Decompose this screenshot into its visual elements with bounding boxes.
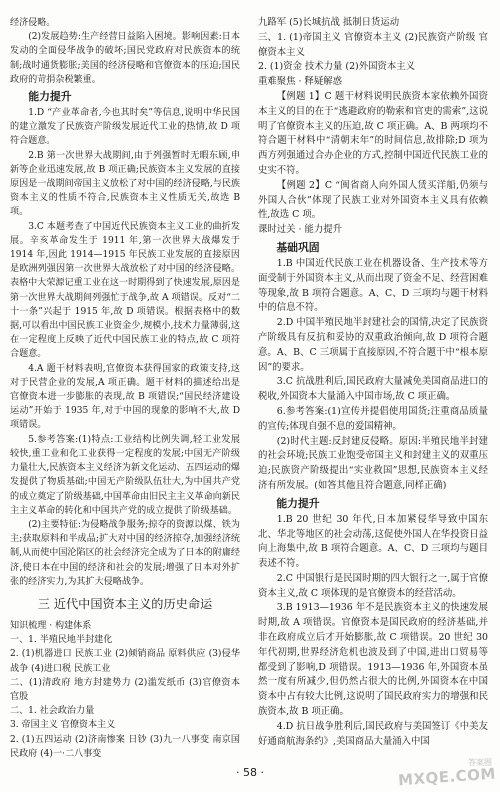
answer-5b: (2)主要特征:为侵略战争服务;掠夺的资源以煤、铁为主;获取原料和半成品;扩大对中国的经济掠夺,加强经济统制,从而使中国沦陷区的社会经济完全成为了日本的附庸经济,使日本在中国的经济和社会的发展;增强了日本对外扩张的经济实力,为其扩大侵略战争。 bbox=[10, 519, 240, 587]
answer-4: 4.A 题干材料表明,官僚资本获得国家的政策支持,这对于民营企业的发展,A 项正确。题干材料的描述给出是官僚资本进一步膨胀的表现,故 B 项错误;“国民经济建设运动”开始于 1935 年,对于中国的现象的影响不大,故 D 项错误。 bbox=[10, 363, 240, 431]
right-column bbox=[258, 16, 488, 749]
knowledge-line: 一、1. 半殖民地半封建化 bbox=[10, 635, 113, 646]
answer-5: 5.参考答案:(1)特点:工业结构比例失调,轻工业发展较快,重工业和化工业获得一定程度的发展;中国无产阶级力量壮大,民族资本主义经济为新文化运动、五四运动的爆发提供了物质基础;中国无产阶级队伍壮大,为中国共产党的成立奠定了阶级基础,中国革命由旧民主主义革命向新民主主义革命的转化和中国共产党的成立提供了阶级基础。 bbox=[10, 434, 240, 516]
section-title: 三 近代中国资本主义的历史命运 bbox=[37, 596, 213, 611]
para: (2)发展趋势:生产经营日益陷入困境。影响因素:日本发动的全面侵华战争的破坏;国民党政府对民族资本的统制;战时通货膨胀;美国的经济侵略和官僚资本的压迫;国民政府的苛捐杂税繁重。 bbox=[10, 32, 240, 85]
para: 经济侵略。 bbox=[10, 18, 56, 28]
knowledge-line: 3. 帝国主义 官僚资本主义 bbox=[10, 720, 116, 731]
after-class-heading: 课时过关 · 能力提升 bbox=[258, 224, 342, 236]
knowledge-line: 2. (1)机器进口 民族工业 (2)倾销商品 原料供应 (3)侵华战争 (4)进口税 民族工业 bbox=[10, 649, 240, 674]
answer-1: 1.D “产业革命者,今也其时矣”等信息,说明中华民国的建立激发了民族资产阶级发展近代工业的热情,故 D 项符合题意。 bbox=[10, 108, 240, 147]
answer-2: 2.B 第一次世界大战期间,由于列强暂时无暇东顾,申新等企业迅速发展,故 B 项正确;民族资本主义发展的直接原因是一战期间帝国主义放松了对中国的经济侵略,与民族资本主义的性质不符合,民族资本主义性质无关,故选 B 项。 bbox=[10, 150, 240, 218]
answer-3: 3.C 本题考查了中国近代民族资本主义工业的曲折发展。辛亥革命发生于 1911 年,第一次世界大战爆发于 1914 年,因此 1914—1915 年民族工业发展的直接原因是欧洲列强因第一次世界大战放松了对中国的经济侵略。表格中大荣源记重工业在这一时期得到了快速发展,原因是第一次世界大战期间列强忙于战争,故 A 项错误。反对“二十一条”兴起于 1915 年,故 D 项错误。根据表格中的数据,可以看出中国民族工业资金少,规模小,技术力量薄弱,这在一定程度上反映了近代中国民族工业的特点,故 C 项符合题意。 bbox=[10, 221, 240, 360]
extend-2: 2.C 中国银行是民国时期的四大银行之一,属于官僚资本主义,故 C 项体现的是官僚资本的经营活动。 bbox=[258, 572, 488, 599]
page-number: · 58 · bbox=[236, 766, 264, 779]
knowledge-line: 2. (1)五四运动 (2)济南惨案 日钞 (3)九一八事变 南京国民政府 (4)一·二八事变 bbox=[10, 734, 240, 759]
basic-1: 1.B 中国近代民族工业在机器设备、生产技术等方面受制于外国资本主义,从而出现了资金不足、经营困难等现象,故 B 项符合题意。A、C、D 三项均与题干材料中的信息不符。 bbox=[258, 257, 488, 314]
knowledge-line: 2. (1)资金 技术力量 (2)外国资本主义 bbox=[258, 61, 415, 73]
focus-heading: 重难聚焦 · 释疑解惑 bbox=[258, 76, 342, 88]
watermark-logo: MXQE.COM bbox=[397, 764, 497, 790]
watermark-sub: 答案圈 bbox=[468, 758, 492, 767]
knowledge-heading: 知识梳理 · 构建体系 bbox=[10, 620, 92, 631]
knowledge-line: 三、1. (1)帝国主义 官僚资本主义 (2)民族资产阶级 官僚资本主义 bbox=[258, 31, 488, 58]
example-2: 【例题 2】C “闽省商人向外国人赁买洋船,仍须与外国人合伙”体现了民族工业对外国资本主义具有依赖性,故选 C 项。 bbox=[258, 179, 488, 221]
knowledge-line: 二、(1)清政府 地方封建势力 (2)滥发纸币 (3)官僚资本 官股 bbox=[10, 677, 240, 702]
extend-4: 4.D 抗日战争胜利后,国民政府与美国签订《中美友好通商航海条约》,美国商品大量涌入中国 bbox=[258, 720, 488, 747]
extend-1: 1.B 20 世纪 30 年代,日本加紧侵华导致中国东北、华北等地区的社会动荡,这促使外国人在华投资日益向上海集中,故 B 项符合题意。A、C、D 三项均与题目表述不符。 bbox=[258, 513, 488, 570]
heading-extend: 能力提升 bbox=[276, 496, 320, 510]
basic-6: 6.参考答案:(1)宣传并提倡使用国货;注重商品质量的宣传;体现自强不息的爱国精神。 bbox=[258, 405, 488, 432]
basic-3: 3.C 抗战胜利后,国民政府大量减免美国商品进口的税收,外国资本大量涌入中国市场,故 C 项正确。 bbox=[258, 376, 488, 403]
basic-2: 2.D 中国半殖民地半封建社会的国情,决定了民族资产阶级具有反抗和妥协的双重政治倾向,故 D 项符合题意。A、B、C 三项属于直接原因,不符合题干中“根本原因”的要求。 bbox=[258, 317, 488, 373]
basic-6b: (2)时代主题:反封建反侵略。原因:半殖民地半封建的社会环境;民族工业饱受帝国主义和封建主义的双重压迫;民族资产阶级提出“实业救国”思想,民族资本主义经济有所发展。(如答其他且符合题意,同样正确) bbox=[258, 435, 488, 491]
extend-3: 3.B 1913—1936 年不是民族资本主义的快速发展时期,故 A 项错误。官僚资本是国民政府的经济基础,并非在政府成立后才开始膨胀,故 C 项错误。20 世纪 30 年代初期,世界经济危机也波及到了中国,进出口贸易等都受到了影响,D 项错误。1913—1936 年,外国资本虽然一度有所减少,但仍然占很大的比例,外国资本在中国资本中占有较大比例,这说明了国民政府实力的增强和民族资本,故 B 项正确。 bbox=[258, 602, 488, 718]
example-1: 【例题 1】C 题干材料说明民族资本家依赖外国资本主义的目的在于“逃避政府的勒索和官吏的需索”,这说明了官僚资本主义的压迫,故 C 项正确。A、B 两项均不符合题干材料中“清朝末年”的时间信息,故排除;D 项为西方列强通过合办企业的方式,控制中国近代民族工业的史实不符。 bbox=[258, 90, 488, 176]
heading-ability: 能力提升 bbox=[28, 90, 72, 104]
left-column bbox=[10, 16, 240, 761]
heading-basic: 基础巩固 bbox=[276, 240, 320, 254]
knowledge-line: 二、1. 社会政治力量 bbox=[10, 706, 95, 717]
knowledge-line: 九路军 (5)长城抗战 抵制日货运动 bbox=[258, 17, 400, 28]
